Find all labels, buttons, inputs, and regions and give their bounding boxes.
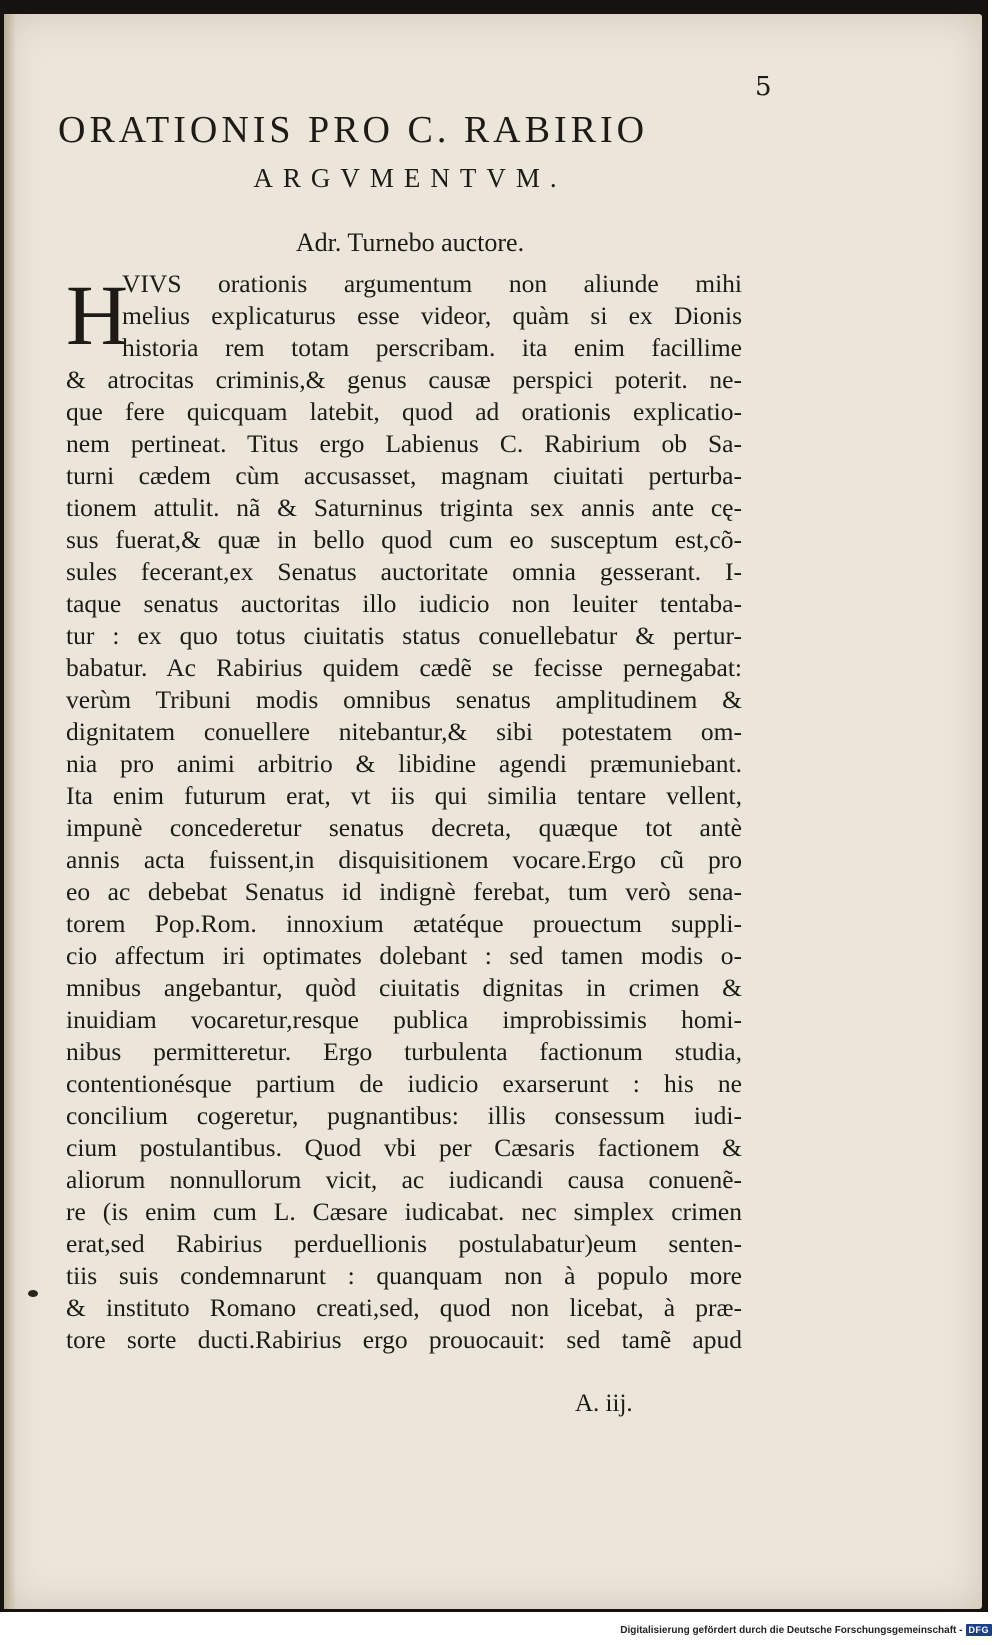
margin-ink-mark (28, 1290, 38, 1297)
body-line: nibus permitteretur. Ergo turbulenta factionum studia, (66, 1037, 742, 1066)
body-line: que fere quicquam latebit, quod ad orationis explicatio- (66, 397, 742, 426)
page-gutter-shadow (4, 14, 16, 1609)
body-line: Ita enim futurum erat, vt iis qui similia tentare vellent, (66, 781, 742, 810)
body-line: tore sorte ducti.Rabirius ergo prouocauit: sed tamẽ apud (66, 1325, 742, 1354)
body-line: sus fuerat,& quæ in bello quod cum eo susceptum est,cõ- (66, 525, 742, 554)
body-line: eo ac debebat Senatus id indignè ferebat, tum verò sena- (66, 877, 742, 906)
body-line: concilium cogeretur, pugnantibus: illis consessum iudi- (66, 1101, 742, 1130)
body-line: nia pro animi arbitrio & libidine agendi præmuniebant. (66, 749, 742, 778)
body-line: & instituto Romano creati,sed, quod non licebat, à præ- (66, 1293, 742, 1322)
body-line: VIVS orationis argumentum non aliunde mihi (122, 269, 742, 298)
body-line: cio affectum iri optimates dolebant : sed tamen modis o- (66, 941, 742, 970)
author-line: Adr. Turnebo auctore. (295, 228, 525, 257)
body-line: re (is enim cum L. Cæsare iudicabat. nec simplex crimen (66, 1197, 742, 1226)
body-line: tur : ex quo totus ciuitatis status conuellebatur & pertur- (66, 621, 742, 650)
signature-mark: A. iij. (575, 1390, 633, 1417)
body-line: taque senatus auctoritas illo iudicio non leuiter tentaba- (66, 589, 742, 618)
body-line: babatur. Ac Rabirius quidem cædẽ se fecisse pernegabat: (66, 653, 742, 682)
page-title: ORATIONIS PRO C. RABIRIO (58, 109, 649, 151)
body-line: cium postulantibus. Quod vbi per Cæsaris factionem & (66, 1133, 742, 1162)
body-line: dignitatem conuellere nitebantur,& sibi potestatem om- (66, 717, 742, 746)
footer-text: Digitalisierung gefördert durch die Deutsche Forschungsgemeinschaft - (620, 1624, 963, 1636)
dfg-logo: DFG (966, 1624, 993, 1636)
body-line: annis acta fuissent,in disquisitionem vocare.Ergo cũ pro (66, 845, 742, 874)
body-line: melius explicaturus esse videor, quàm si ex Dionis (122, 301, 742, 330)
page-subtitle: ARGVMENTVM. (253, 163, 567, 193)
digitization-footer (620, 1624, 992, 1636)
body-line: impunè concederetur senatus decreta, quæque tot antè (66, 813, 742, 842)
body-line: erat,sed Rabirius perduellionis postulabatur)eum senten- (66, 1229, 742, 1258)
body-line: nem pertineat. Titus ergo Labienus C. Rabirium ob Sa- (66, 429, 742, 458)
body-line: torem Pop.Rom. innoxium ætatéque prouectum suppli- (66, 909, 742, 938)
body-line: tionem attulit. nã & Saturninus triginta sex annis ante cę- (66, 493, 742, 522)
body-line: aliorum nonnullorum vicit, ac iudicandi causa conuenẽ- (66, 1165, 742, 1194)
body-line: & atrocitas criminis,& genus causæ perspici poterit. ne- (66, 365, 742, 394)
drop-cap-initial: H (66, 267, 129, 363)
body-line: sules fecerant,ex Senatus auctoritate omnia gesserant. I- (66, 557, 742, 586)
body-line: mnibus angebantur, quòd ciuitatis dignitas in crimen & (66, 973, 742, 1002)
body-line: turni cædem cùm accusasset, magnam ciuitati perturba- (66, 461, 742, 490)
body-line: historia rem totam perscribam. ita enim facillime (122, 333, 742, 362)
body-line: verùm Tribuni modis omnibus senatus amplitudinem & (66, 685, 742, 714)
body-line: inuidiam vocaretur,resque publica improbissimis homi- (66, 1005, 742, 1034)
body-line: tiis suis condemnarunt : quanquam non à populo more (66, 1261, 742, 1290)
body-line: contentionésque partium de iudicio exarserunt : his ne (66, 1069, 742, 1098)
page-number: 5 (755, 72, 772, 102)
